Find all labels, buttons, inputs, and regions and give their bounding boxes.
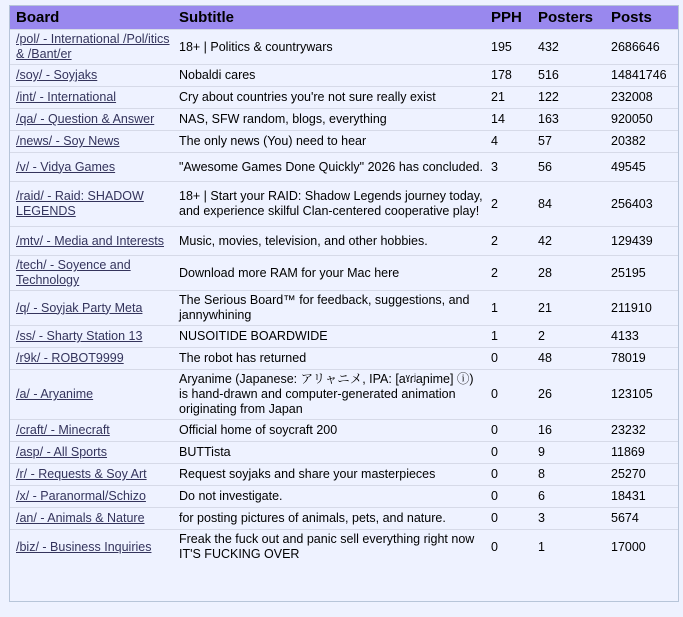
table-row [10, 109, 678, 131]
table-row [10, 442, 678, 464]
pph-cell: 195 [485, 30, 532, 65]
subtitle-cell: for posting pictures of animals, pets, and nature. [173, 508, 485, 530]
pph-cell: 14 [485, 109, 532, 131]
table-row [10, 87, 678, 109]
posters-cell: 48 [532, 348, 605, 370]
posts-cell: 78019 [605, 348, 678, 370]
table-row [10, 291, 678, 326]
column-header-posters[interactable]: Posters [532, 6, 605, 30]
board-link[interactable]: /r9k/ - ROBOT9999 [16, 351, 124, 365]
subtitle-cell: Download more RAM for your Mac here [173, 256, 485, 291]
pph-cell: 1 [485, 291, 532, 326]
board-link[interactable]: /biz/ - Business Inquiries [16, 539, 152, 554]
board-link[interactable]: /a/ - Aryanime [16, 387, 94, 401]
board-link[interactable]: /v/ - Vidya Games [16, 159, 116, 174]
table-row [10, 508, 678, 530]
table-row [10, 153, 678, 182]
subtitle-cell: Nobaldi cares [173, 65, 485, 87]
table-row [10, 530, 678, 565]
board-cell [10, 464, 173, 486]
board-link[interactable]: /ss/ - Sharty Station 13 [16, 329, 143, 343]
posters-cell: 8 [532, 464, 605, 486]
pph-cell: 1 [485, 326, 532, 348]
pph-cell: 0 [485, 420, 532, 442]
posters-cell: 3 [532, 508, 605, 530]
column-header-posts[interactable]: Posts [605, 6, 678, 30]
subtitle-cell: Aryanime (Japanese: アリャニメ, IPA: [aˠɾʲaɲime] ⓘ) is hand-drawn and computer-generated animation originating from Japan [173, 370, 485, 420]
posts-cell: 18431 [605, 486, 678, 508]
posts-cell: 232008 [605, 87, 678, 109]
board-link[interactable]: /qa/ - Question & Answer [16, 112, 155, 126]
pph-cell: 2 [485, 256, 532, 291]
pph-cell: 21 [485, 87, 532, 109]
posters-cell: 6 [532, 486, 605, 508]
board-cell [10, 109, 173, 131]
board-link[interactable]: /soy/ - Soyjaks [16, 68, 98, 82]
posts-cell: 14841746 [605, 65, 678, 87]
posters-cell: 432 [532, 30, 605, 65]
board-link[interactable]: /mtv/ - Media and Interests [16, 233, 164, 248]
pph-cell: 0 [485, 508, 532, 530]
posters-cell: 516 [532, 65, 605, 87]
board-link[interactable]: /q/ - Soyjak Party Meta [16, 300, 143, 315]
board-cell [10, 530, 173, 565]
table-header-row [10, 6, 678, 30]
subtitle-cell: Music, movies, television, and other hobbies. [173, 227, 485, 256]
posters-cell: 9 [532, 442, 605, 464]
subtitle-cell: 18+ | Politics & countrywars [173, 30, 485, 65]
subtitle-cell: 18+ | Start your RAID: Shadow Legends journey today, and experience skilful Clan-centered cooperative play! [173, 182, 485, 227]
table-row [10, 182, 678, 227]
subtitle-cell: The robot has returned [173, 348, 485, 370]
pph-cell: 0 [485, 486, 532, 508]
pph-cell: 178 [485, 65, 532, 87]
posters-cell: 122 [532, 87, 605, 109]
board-cell [10, 256, 173, 291]
board-cell [10, 486, 173, 508]
posts-cell: 25195 [605, 256, 678, 291]
board-link[interactable]: /r/ - Requests & Soy Art [16, 467, 147, 481]
column-header-subtitle[interactable]: Subtitle [173, 6, 485, 30]
board-link[interactable]: /news/ - Soy News [16, 134, 120, 148]
board-cell [10, 508, 173, 530]
posters-cell: 163 [532, 109, 605, 131]
subtitle-cell: The Serious Board™ for feedback, suggestions, and jannywhining [173, 291, 485, 326]
board-link[interactable]: /x/ - Paranormal/Schizo [16, 489, 146, 503]
board-cell [10, 30, 173, 65]
board-cell [10, 442, 173, 464]
posts-cell: 4133 [605, 326, 678, 348]
table-row [10, 131, 678, 153]
posts-cell: 123105 [605, 370, 678, 420]
subtitle-cell: NUSOITIDE BOARDWIDE [173, 326, 485, 348]
subtitle-cell: Do not investigate. [173, 486, 485, 508]
posts-cell: 256403 [605, 182, 678, 227]
posts-cell: 920050 [605, 109, 678, 131]
table-row [10, 256, 678, 291]
table-row [10, 326, 678, 348]
posters-cell: 28 [532, 256, 605, 291]
board-link[interactable]: /pol/ - International /Pol/itics & /Bant/er [16, 32, 170, 61]
table-row [10, 348, 678, 370]
pph-cell: 2 [485, 182, 532, 227]
table-row [10, 227, 678, 256]
board-cell [10, 420, 173, 442]
board-cell [10, 227, 173, 256]
table-row [10, 370, 678, 420]
board-link[interactable]: /int/ - International [16, 90, 117, 104]
board-cell [10, 370, 173, 420]
posters-cell: 1 [532, 530, 605, 565]
posts-cell: 20382 [605, 131, 678, 153]
board-list-container [9, 5, 679, 602]
subtitle-cell: BUTTista [173, 442, 485, 464]
posts-cell: 2686646 [605, 30, 678, 65]
subtitle-cell: Request soyjaks and share your masterpieces [173, 464, 485, 486]
table-row [10, 30, 678, 65]
pph-cell: 0 [485, 442, 532, 464]
column-header-pph[interactable]: PPH [485, 6, 532, 30]
posts-cell: 5674 [605, 508, 678, 530]
board-link[interactable]: /craft/ - Minecraft [16, 423, 110, 437]
pph-cell: 2 [485, 227, 532, 256]
subtitle-cell: NAS, SFW random, blogs, everything [173, 109, 485, 131]
posts-cell: 17000 [605, 530, 678, 565]
board-cell [10, 326, 173, 348]
posts-cell: 23232 [605, 420, 678, 442]
pph-cell: 0 [485, 370, 532, 420]
board-list-table [10, 6, 678, 564]
pph-cell: 0 [485, 530, 532, 565]
pph-cell: 3 [485, 153, 532, 182]
board-cell [10, 291, 173, 326]
board-cell [10, 65, 173, 87]
posts-cell: 11869 [605, 442, 678, 464]
posts-cell: 211910 [605, 291, 678, 326]
board-cell [10, 182, 173, 227]
subtitle-cell: "Awesome Games Done Quickly" 2026 has concluded. [173, 153, 485, 182]
table-row [10, 464, 678, 486]
posts-cell: 25270 [605, 464, 678, 486]
table-row [10, 486, 678, 508]
subtitle-cell: Cry about countries you're not sure really exist [173, 87, 485, 109]
pph-cell: 0 [485, 464, 532, 486]
posters-cell: 84 [532, 182, 605, 227]
board-cell [10, 87, 173, 109]
posters-cell: 21 [532, 291, 605, 326]
board-link[interactable]: /raid/ - Raid: SHADOW LEGENDS [16, 189, 144, 218]
pph-cell: 0 [485, 348, 532, 370]
posters-cell: 56 [532, 153, 605, 182]
board-cell [10, 153, 173, 182]
board-link[interactable]: /asp/ - All Sports [16, 445, 108, 459]
subtitle-cell: Official home of soycraft 200 [173, 420, 485, 442]
board-cell [10, 348, 173, 370]
posts-cell: 129439 [605, 227, 678, 256]
posters-cell: 57 [532, 131, 605, 153]
posters-cell: 26 [532, 370, 605, 420]
column-header-board[interactable]: Board [10, 6, 173, 30]
board-link[interactable]: /an/ - Animals & Nature [16, 511, 145, 525]
table-row [10, 420, 678, 442]
posters-cell: 16 [532, 420, 605, 442]
table-row [10, 65, 678, 87]
board-cell [10, 131, 173, 153]
posters-cell: 2 [532, 326, 605, 348]
posters-cell: 42 [532, 227, 605, 256]
board-link[interactable]: /tech/ - Soyence and Technology [16, 258, 131, 287]
subtitle-cell: Freak the fuck out and panic sell everything right now IT'S FUCKING OVER [173, 530, 485, 565]
posts-cell: 49545 [605, 153, 678, 182]
pph-cell: 4 [485, 131, 532, 153]
subtitle-cell: The only news (You) need to hear [173, 131, 485, 153]
